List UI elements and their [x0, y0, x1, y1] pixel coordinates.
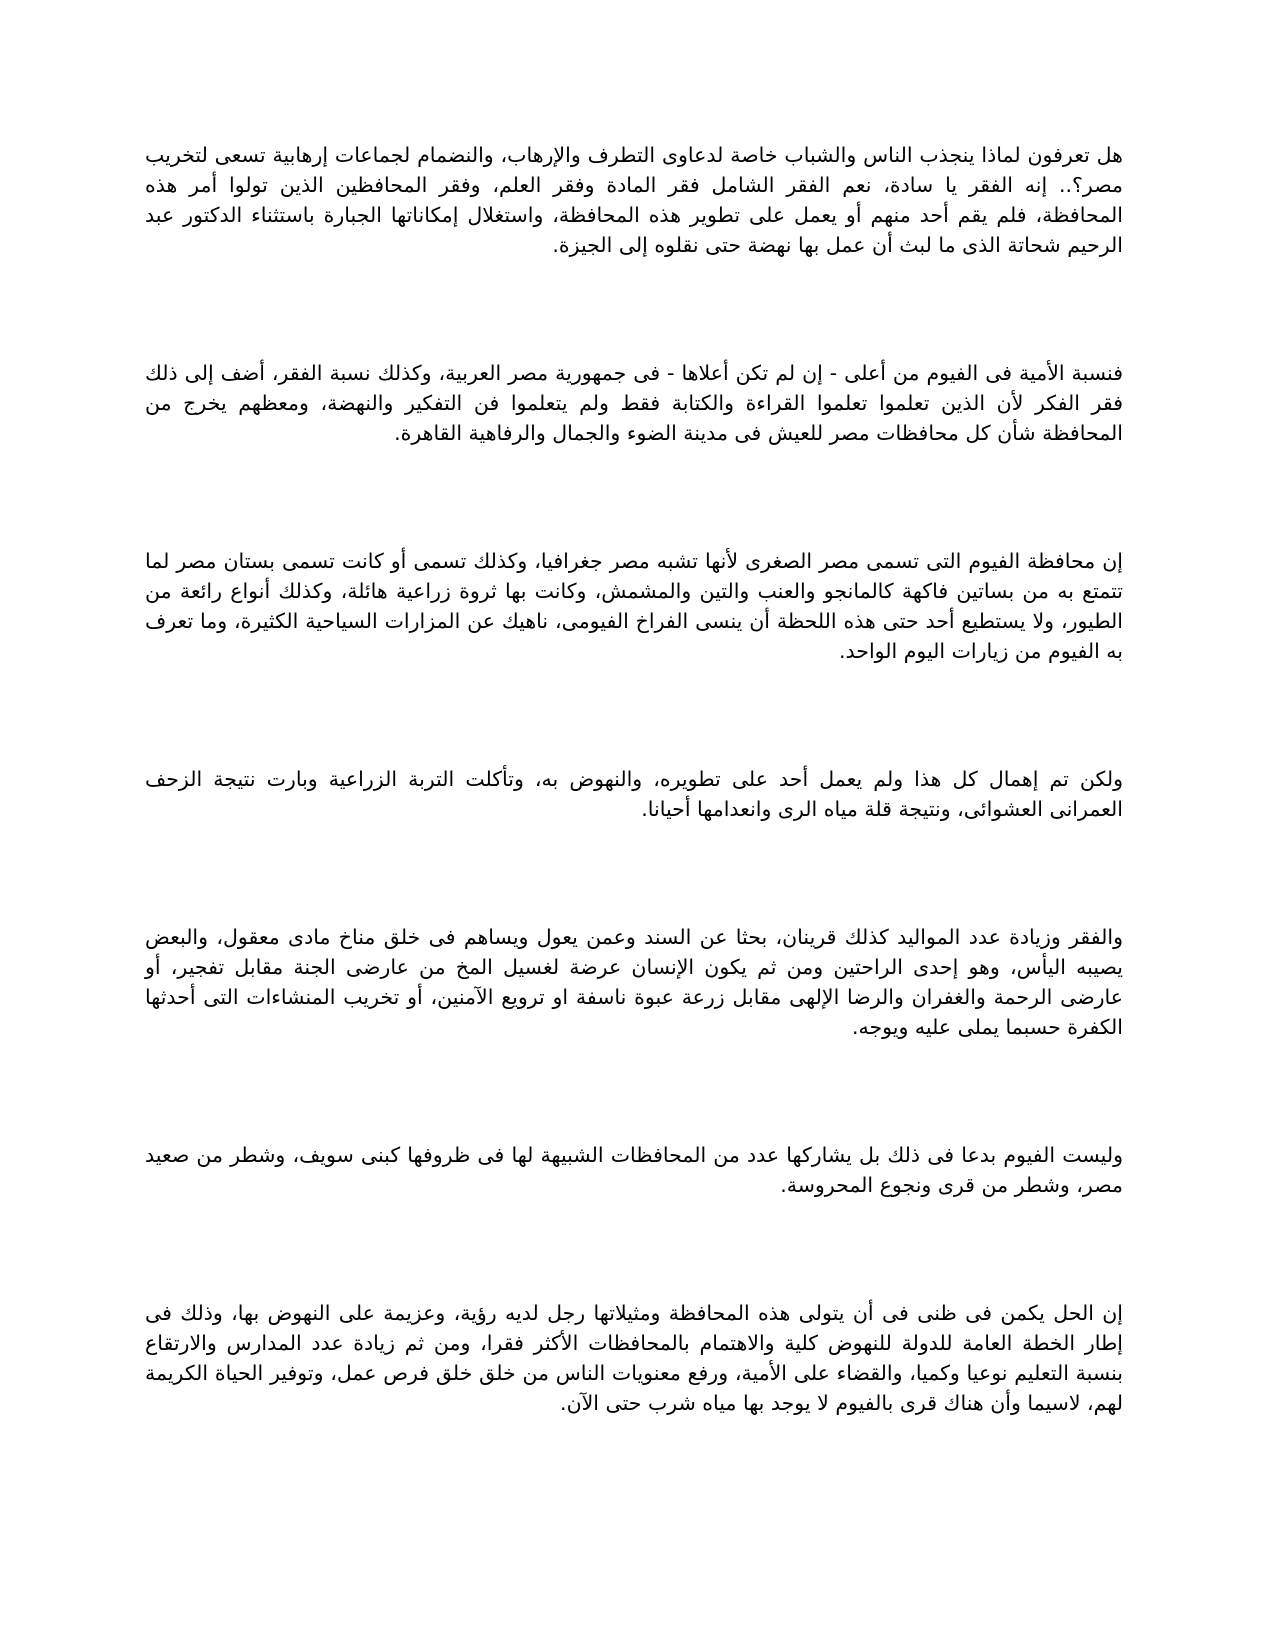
paragraph-6: وليست الفيوم بدعا فى ذلك بل يشاركها عدد من المحافظات الشبيهة لها فى ظروفها كبنى سويف، وشطر من صعيد مصر، وشطر من قرى ونجوع المحروسة.: [145, 1143, 1123, 1197]
paragraph-5: والفقر وزيادة عدد المواليد كذلك قرينان، بحثا عن السند وعمن يعول ويساهم فى خلق مناخ مادى معقول، والبعض يصيبه اليأس، وهو إحدى الراحتين ومن ثم يكون الإنسان عرضة لغسيل المخ من عارضى الجنة مقابل تفجير، أو عارضى الرحمة والغفران والرضا الإلهى مقابل زرعة عبوة ناسفة او ترويع الآمنين، أو تخريب المنشاءات التى أحدثها الكفرة حسبما يملى عليه ويوجه.: [145, 925, 1123, 1039]
paragraph-7: إن الحل يكمن فى ظنى فى أن يتولى هذه المحافظة ومثيلاتها رجل لديه رؤية، وعزيمة على النهوض بها، وذلك فى إطار الخطة العامة للدولة للنهوض كلية والاهتمام بالمحافظات الأكثر فقرا، ومن ثم زيادة عدد المدارس والارتقاع بنسبة التعليم نوعيا وكميا، والقضاء على الأمية، ورفع معنويات الناس من خلق خلق فرص عمل، وتوفير الحياة الكريمة لهم، لاسيما وأن هناك قرى بالفيوم لا يوجد بها مياه شرب حتى الآن.: [145, 1301, 1123, 1415]
paragraph-4: ولكن تم إهمال كل هذا ولم يعمل أحد على تطويره، والنهوض به، وتأكلت التربة الزراعية وبارت نتيجة الزحف العمرانى العشوائى، ونتيجة قلة مياه الرى وانعدامها أحيانا.: [145, 767, 1123, 821]
paragraph-3: إن محافظة الفيوم التى تسمى مصر الصغرى لأنها تشبه مصر جغرافيا، وكذلك تسمى أو كانت تسمى بستان مصر لما تتمتع به من بساتين فاكهة كالمانجو والعنب والتين والمشمش، وكانت بها ثروة زراعية هائلة، وكذلك أنواع رائعة من الطيور، ولا يستطيع أحد حتى هذه اللحظة أن ينسى الفراخ الفيومى، ناهيك عن المزارات السياحية الكثيرة، وما تعرف به الفيوم من زيارات اليوم الواحد.: [145, 549, 1123, 663]
paragraph-2: فنسبة الأمية فى الفيوم من أعلى - إن لم تكن أعلاها - فى جمهورية مصر العربية، وكذلك نسبة الفقر، أضف إلى ذلك فقر الفكر لأن الذين تعلموا تعلموا القراءة والكتابة فقط ولم يتعلموا فن التفكير والنهضة، ومعظهم يخرج من المحافظة شأن كل محافظات مصر للعيش فى مدينة الضوء والجمال والرفاهية القاهرة.: [145, 361, 1123, 445]
paragraph-1: هل تعرفون لماذا ينجذب الناس والشباب خاصة لدعاوى التطرف والإرهاب، والنضمام لجماعات إرهابية تسعى لتخريب مصر؟.. إنه الفقر يا سادة، نعم الفقر الشامل فقر المادة وفقر العلم، وفقر المحافظين الذين تولوا أمر هذه المحافظة، فلم يقم أحد منهم أو يعمل على تطوير هذه المحافظة، واستغلال إمكاناتها الجبارة باستثناء الدكتور عبد الرحيم شحاتة الذى ما لبث أن عمل بها نهضة حتى نقلوه إلى الجيزة.: [145, 143, 1123, 257]
article-body: [145, 140, 1123, 1418]
